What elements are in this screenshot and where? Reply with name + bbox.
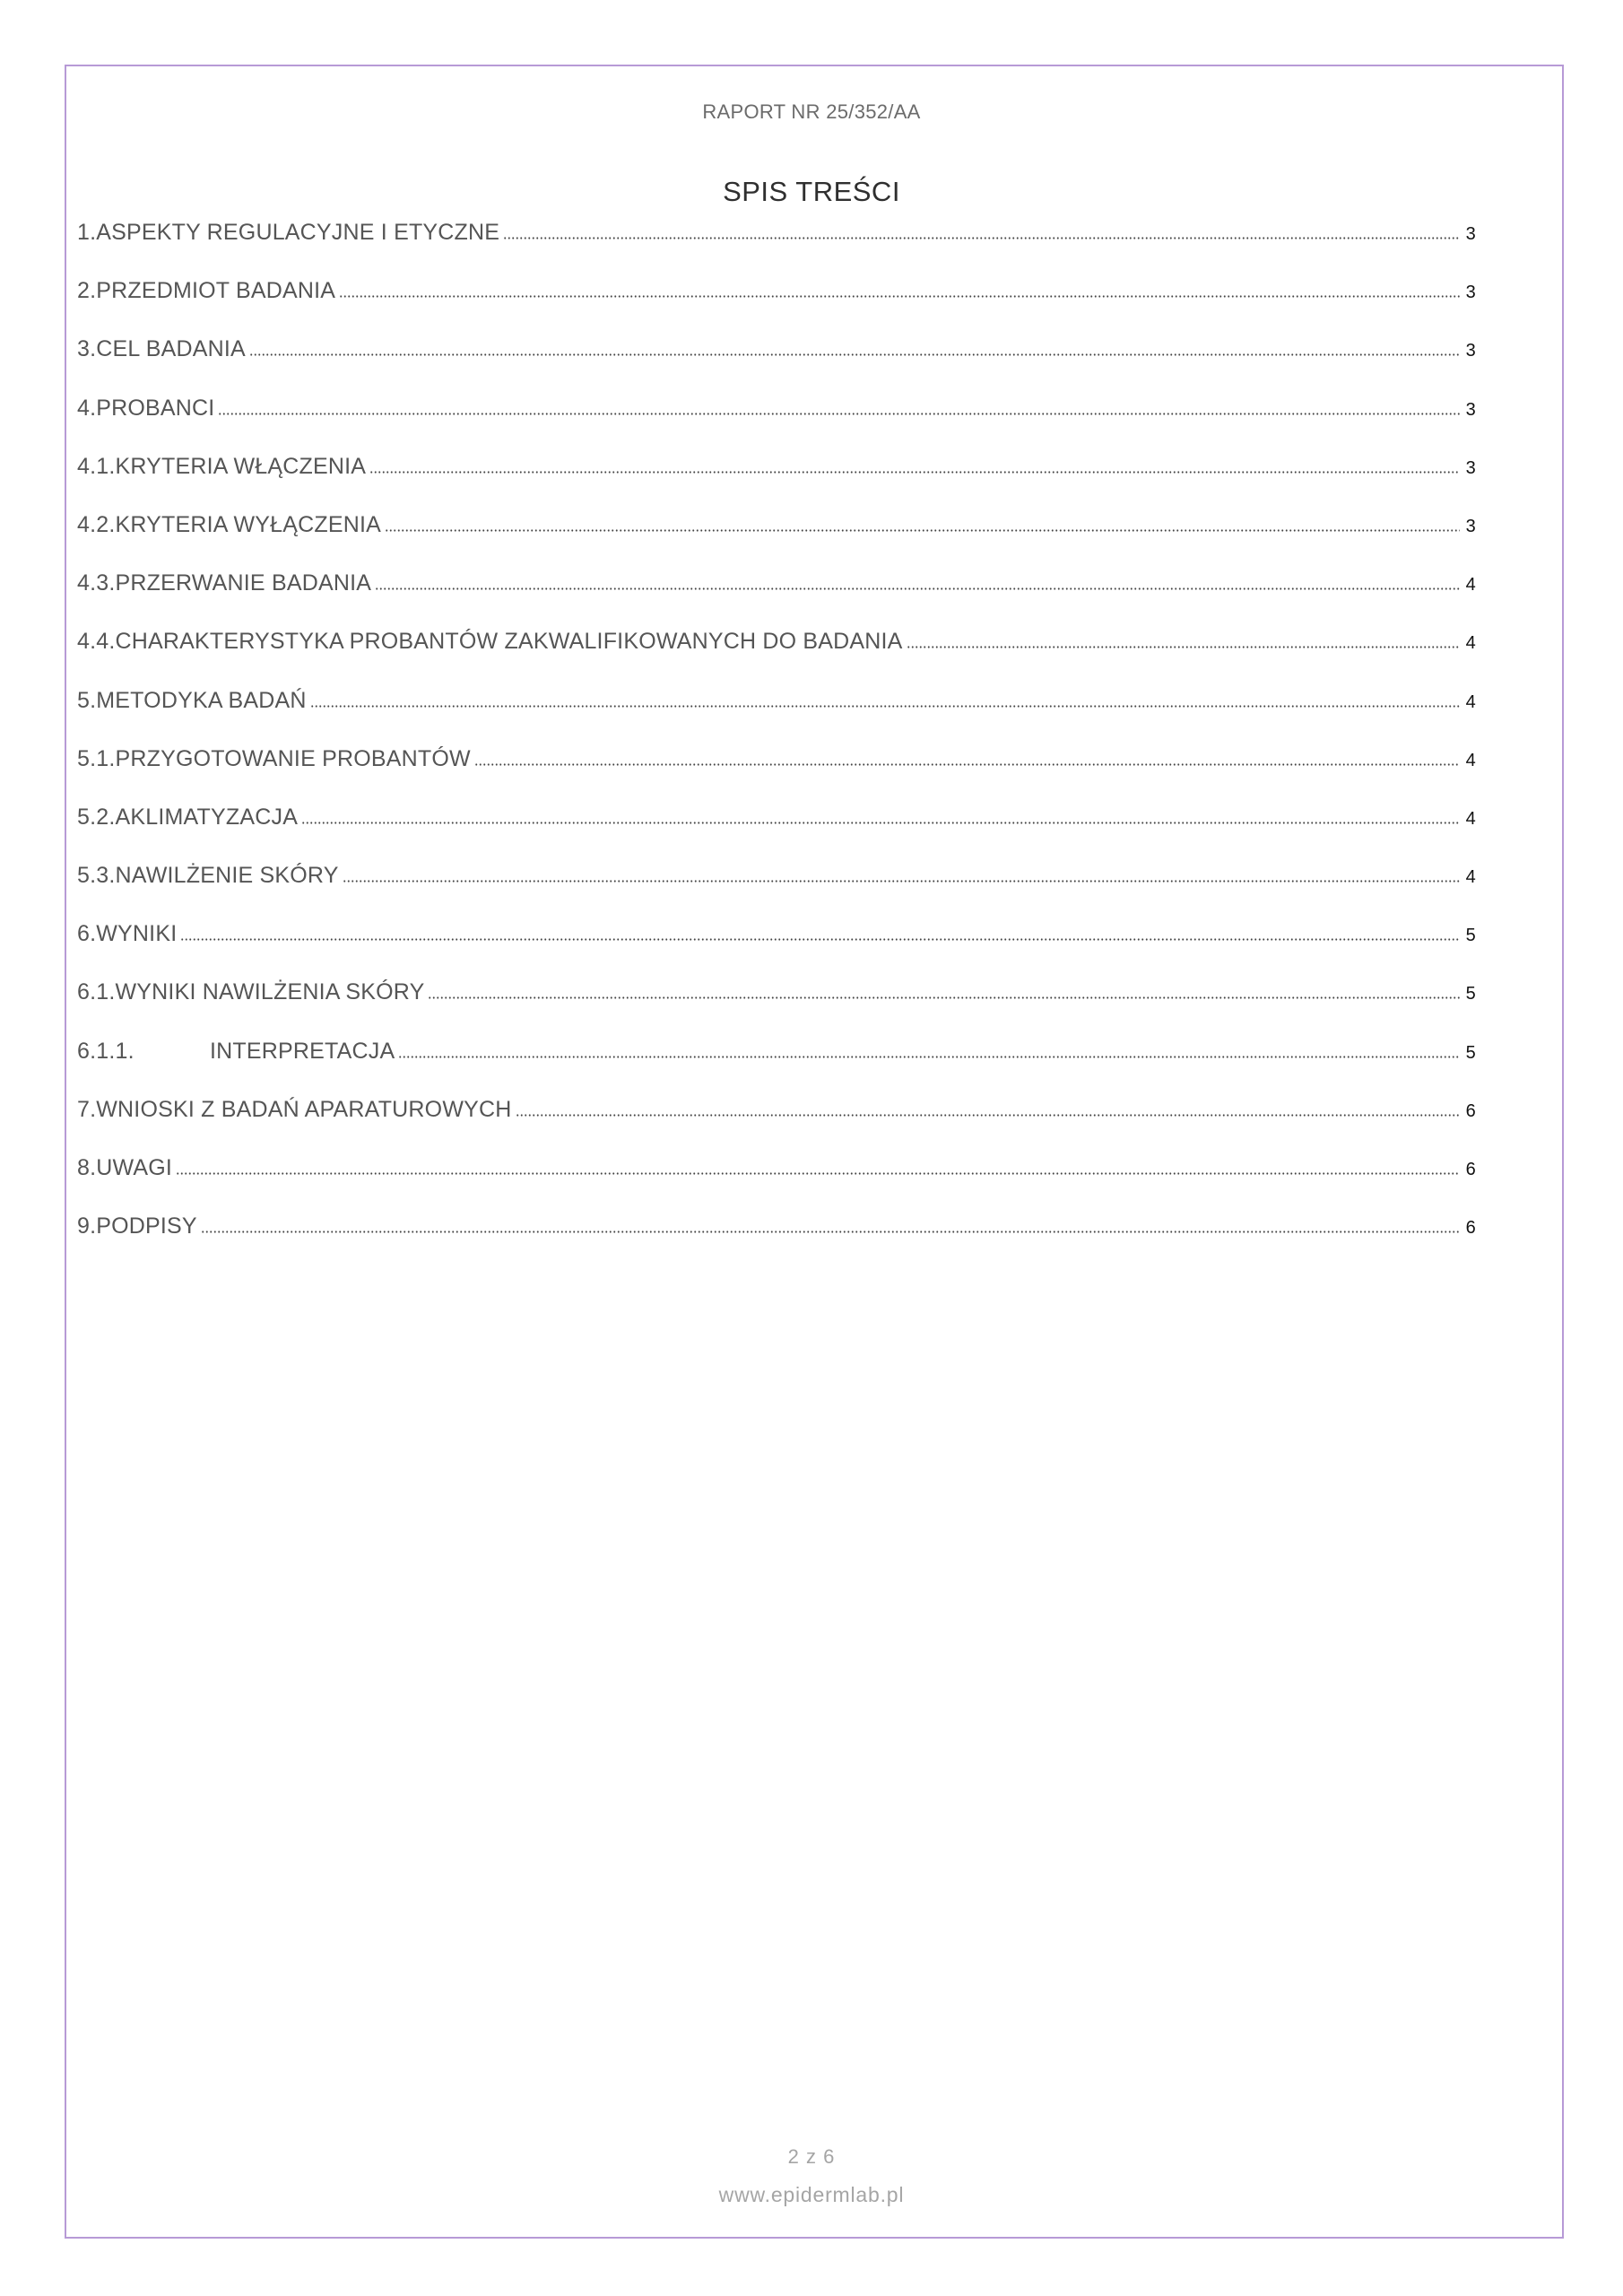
toc-entry-page: 4 — [1465, 633, 1476, 654]
toc-entry[interactable] — [77, 220, 1476, 278]
toc-entry-page: 3 — [1465, 457, 1476, 478]
toc-entry-page: 4 — [1465, 575, 1476, 596]
toc-entry-label: 8.UWAGI — [77, 1155, 173, 1180]
toc-entry[interactable] — [77, 979, 1476, 1038]
toc-entry[interactable] — [77, 863, 1476, 921]
toc-dot-leader — [375, 587, 1460, 590]
toc-dot-leader — [249, 353, 1460, 356]
toc-entry-page: 4 — [1465, 691, 1476, 712]
footer-website: www.epidermlab.pl — [718, 2183, 905, 2206]
toc-title: SPIS TREŚCI — [723, 176, 900, 207]
toc-entry-page: 3 — [1465, 516, 1476, 536]
toc-entry-page: 6 — [1465, 1218, 1476, 1239]
toc-entry[interactable] — [77, 396, 1476, 454]
toc-entry[interactable] — [77, 688, 1476, 746]
table-of-contents — [77, 220, 1476, 1272]
toc-entry[interactable] — [77, 629, 1476, 687]
toc-entry[interactable] — [77, 804, 1476, 863]
toc-entry-page: 4 — [1465, 750, 1476, 770]
toc-entry-page: 3 — [1465, 399, 1476, 420]
toc-entry-page: 5 — [1465, 1042, 1476, 1063]
toc-dot-leader — [369, 471, 1460, 474]
toc-entry-page: 3 — [1465, 341, 1476, 361]
toc-dot-leader — [428, 996, 1460, 999]
toc-entry[interactable] — [77, 570, 1476, 629]
toc-dot-leader — [310, 705, 1460, 708]
toc-entry-page: 5 — [1465, 984, 1476, 1004]
toc-entry-label: 4.2.KRYTERIA WYŁĄCZENIA — [77, 511, 381, 537]
toc-dot-leader — [176, 1172, 1460, 1175]
toc-dot-leader — [385, 529, 1460, 532]
toc-entry-number: 6.1.1. — [77, 1038, 135, 1064]
toc-entry-page: 3 — [1465, 224, 1476, 244]
toc-entry[interactable] — [77, 921, 1476, 979]
toc-dot-leader — [201, 1231, 1460, 1233]
toc-entry-label: 6.WYNIKI — [77, 921, 178, 947]
toc-entry[interactable] — [77, 512, 1476, 570]
toc-entry-page: 3 — [1465, 283, 1476, 303]
toc-dot-leader — [398, 1056, 1460, 1058]
toc-entry[interactable] — [77, 454, 1476, 512]
toc-entry[interactable] — [77, 336, 1476, 395]
toc-entry-page: 6 — [1465, 1100, 1476, 1121]
toc-dot-leader — [339, 295, 1460, 298]
toc-entry-label: 3.CEL BADANIA — [77, 336, 246, 362]
toc-entry-title: INTERPRETACJA — [210, 1038, 395, 1064]
toc-entry-label: 5.3.NAWILŻENIE SKÓRY — [77, 863, 339, 889]
toc-dot-leader — [180, 938, 1460, 941]
toc-entry-label: 4.1.KRYTERIA WŁĄCZENIA — [77, 453, 367, 479]
toc-entry-label — [77, 1039, 395, 1065]
toc-entry-page: 4 — [1465, 867, 1476, 888]
toc-entry-page: 5 — [1465, 926, 1476, 946]
toc-entry-label: 5.METODYKA BADAŃ — [77, 687, 307, 713]
toc-entry-label: 4.3.PRZERWANIE BADANIA — [77, 570, 372, 596]
report-number-header: RAPORT NR 25/352/AA — [702, 100, 921, 123]
footer-page-indicator: 2 z 6 — [787, 2145, 836, 2168]
toc-entry-label: 9.PODPISY — [77, 1213, 197, 1239]
toc-entry-label: 4.PROBANCI — [77, 395, 215, 421]
toc-entry-label: 4.4.CHARAKTERYSTYKA PROBANTÓW ZAKWALIFIKOWANYCH DO BADANIA — [77, 629, 903, 655]
toc-entry[interactable] — [77, 278, 1476, 336]
toc-dot-leader — [907, 646, 1460, 648]
toc-dot-leader — [301, 822, 1460, 824]
toc-entry-page: 6 — [1465, 1160, 1476, 1179]
toc-entry-label: 5.1.PRZYGOTOWANIE PROBANTÓW — [77, 745, 471, 771]
toc-entry[interactable] — [77, 1213, 1476, 1272]
toc-entry[interactable] — [77, 1155, 1476, 1213]
toc-dot-leader — [218, 413, 1460, 415]
toc-entry-label: 1.ASPEKTY REGULACYJNE I ETYCZNE — [77, 220, 500, 245]
toc-entry-label: 6.1.WYNIKI NAWILŻENIA SKÓRY — [77, 979, 425, 1005]
toc-dot-leader — [503, 237, 1460, 239]
toc-entry-label: 5.2.AKLIMATYZACJA — [77, 804, 299, 830]
toc-entry[interactable] — [77, 1097, 1476, 1155]
toc-entry-page: 4 — [1465, 808, 1476, 829]
toc-entry[interactable] — [77, 746, 1476, 804]
toc-entry[interactable] — [77, 1039, 1476, 1097]
toc-dot-leader — [474, 763, 1460, 766]
toc-entry-label: 7.WNIOSKI Z BADAŃ APARATUROWYCH — [77, 1096, 512, 1122]
toc-dot-leader — [516, 1114, 1461, 1117]
toc-dot-leader — [343, 880, 1460, 883]
toc-entry-label: 2.PRZEDMIOT BADANIA — [77, 278, 336, 304]
